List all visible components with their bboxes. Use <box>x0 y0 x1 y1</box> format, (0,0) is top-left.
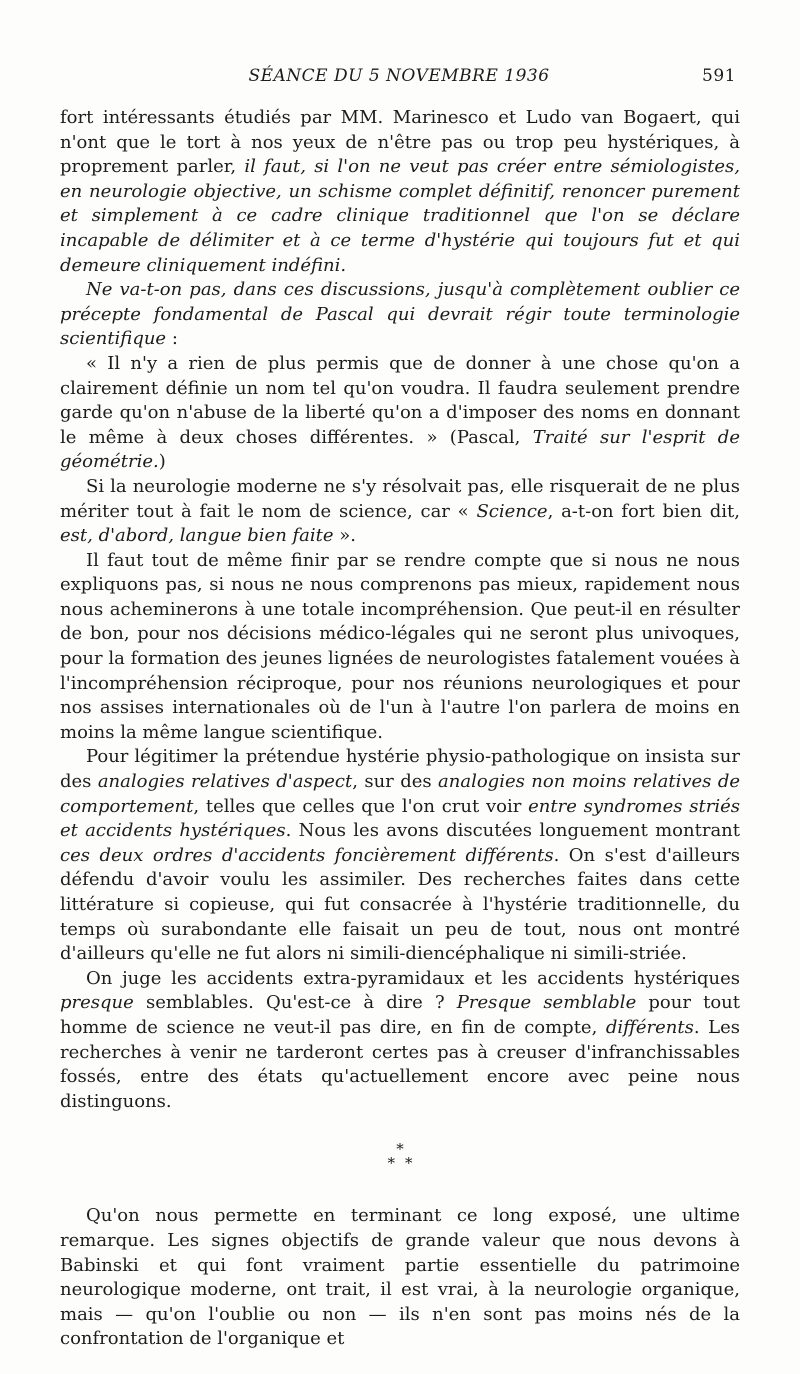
paragraph <box>60 745 740 966</box>
text-run: , a-t-on fort bien dit, <box>547 500 740 522</box>
italic-run: différents <box>605 1016 694 1038</box>
text-run: pour tout homme de science ne veut-il pas dire, en fin de compte, <box>60 992 740 1038</box>
italic-run: ces deux ordres d'accidents foncièrement différents <box>60 844 554 866</box>
text-run: . Nous les avons discutées longuement montrant <box>285 820 740 842</box>
italic-run: analogies non moins relatives de comportement <box>60 771 740 817</box>
text-run: semblables. Qu'est-ce à dire ? <box>133 992 457 1014</box>
page-number: 591 <box>702 66 736 86</box>
page-header <box>62 66 736 94</box>
italic-run: analogies relatives d'aspect <box>97 771 353 793</box>
paragraph <box>60 106 740 278</box>
body-text <box>60 106 740 1352</box>
section-separator <box>60 1140 740 1173</box>
paragraph <box>60 278 740 352</box>
running-title: SÉANCE DU 5 NOVEMBRE 1936 <box>248 66 550 86</box>
italic-run: il faut, si l'on ne veut pas créer entre sémiologistes, en neurologie objective, un schisme complet définitif, renoncer purement et simplement à ce cadre clinique traditionnel que l'on se déclare incapable de délimiter et à ce terme d'hystérie qui toujours fut et qui demeure cliniquement indéfini. <box>60 156 740 276</box>
separator-star-top: * <box>396 1140 404 1159</box>
final-paragraph: Qu'on nous permette en terminant ce long exposé, une ultime remarque. Les signes objectifs de grande valeur que nous devons à Babinski et qui font vraiment partie essentielle du patrimoine neurologique moderne, ont trait, il est vrai, à la neurologie organique, mais — qu'on l'oublie ou non — ils n'en sont pas moins nés de la confrontation de l'organique et <box>60 1205 740 1350</box>
text-run: « Il n'y a rien de plus permis que de donner à une chose qu'on a clairement définie un nom tel qu'on voudra. Il faudra seulement prendre garde qu'on n'abuse de la liberté qu'on a d'imposer des noms en donnant le même à deux choses différentes. » (Pascal, <box>60 352 740 448</box>
text-run: . Les recherches à venir ne tarderont certes pas à creuser d'infranchissables fossés, entre des états qu'actuellement encore avec peine nous distinguons. <box>60 1016 740 1112</box>
text-run: ) <box>158 451 166 473</box>
text-run: , telles que celles que l'on crut voir <box>193 795 529 817</box>
italic-run: Science <box>476 500 548 522</box>
text-run: Il faut tout de même finir par se rendre compte que si nous ne nous expliquons pas, si nous ne nous comprenons pas mieux, rapidement nous nous acheminerons à une totale incompréhension. Que peut-il en résulter de bon, pour nos décisions médico-légales qui ne seront plus univoques, pour la formation des jeunes lignées de neurologistes fatalement vouées à l'incompréhension réciproque, pour nos réunions neurologiques et pour nos assises internationales où de l'un à l'autre l'on parlera de moins en moins la même langue scientifique. <box>60 549 740 743</box>
italic-run: entre syndromes striés et accidents hystériques <box>60 795 740 842</box>
italic-run: Presque semblable <box>456 992 637 1014</box>
italic-run: est, d'abord, langue bien faite <box>60 525 334 547</box>
paragraph <box>60 967 740 1115</box>
text-run: fort intéressants étudiés par MM. Marinesco et Ludo van Bogaert, qui n'ont que le tort à nos yeux de n'être pas ou trop peu hystériques, à proprement parler, <box>60 107 740 178</box>
text-run: , sur des <box>352 771 439 793</box>
italic-run: Ne va-t-on pas, dans ces discussions, jusqu'à complètement oublier ce précepte fondamental de Pascal qui devrait régir toute terminologie scientifique <box>60 279 740 350</box>
italic-run: presque <box>60 992 134 1014</box>
italic-run: Traité sur l'esprit de géométrie. <box>60 426 740 473</box>
text-run: ». <box>333 525 357 547</box>
text-run: Si la neurologie moderne ne s'y résolvait pas, elle risquerait de ne plus mériter tout à fait le nom de science, car « <box>60 475 740 522</box>
paragraph <box>60 475 740 549</box>
separator-star-pair: ** <box>387 1154 423 1173</box>
paragraph-list <box>60 106 740 1114</box>
text-run: Pour légitimer la prétendue hystérie physio-pathologique on insista sur des <box>60 746 740 793</box>
text-run: . On s'est d'ailleurs défendu d'avoir voulu les assimiler. Des recherches faites dans cette littérature si copieuse, qui fut consacrée à l'hystérie traditionnelle, du temps où surabondante elle faisait un peu de tout, nous ont montré d'ailleurs qu'elle ne fut alors ni simili-diencéphalique ni simili-striée. <box>60 844 740 965</box>
text-run: On juge les accidents extra-pyramidaux et les accidents hystériques <box>86 967 740 989</box>
paragraph <box>60 549 740 746</box>
paragraph <box>60 352 740 475</box>
text-run: : <box>166 328 178 350</box>
